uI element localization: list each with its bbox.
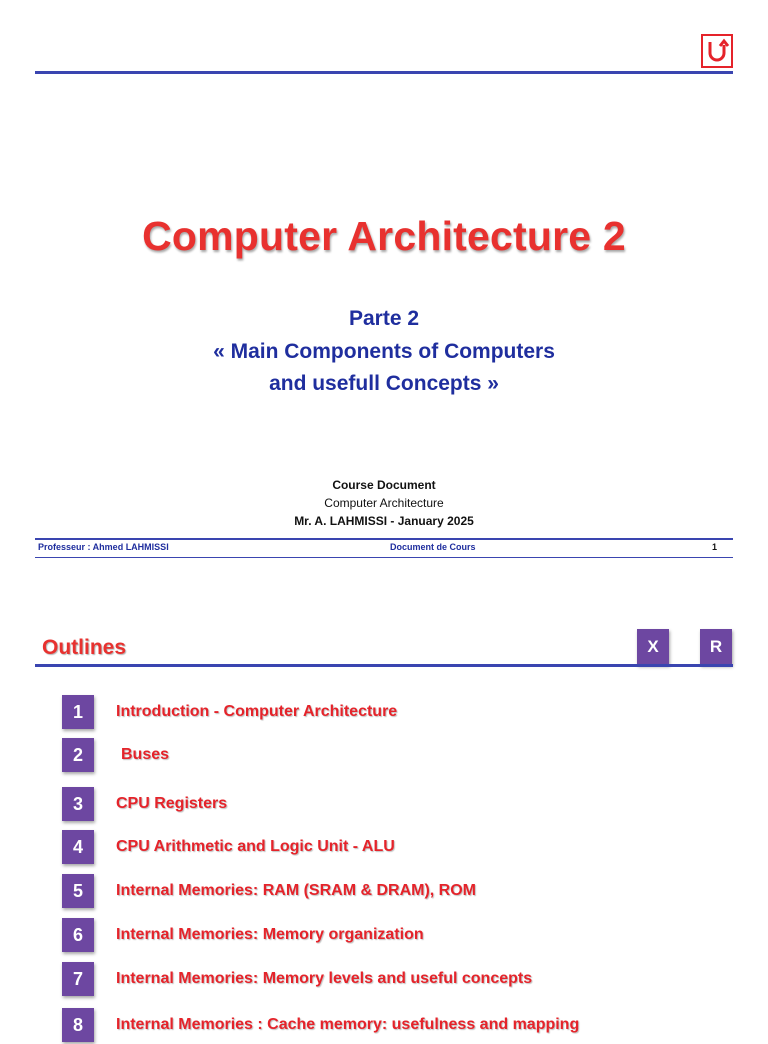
part-label: Parte 2 (348, 307, 420, 330)
outline-item[interactable] (0, 962, 768, 998)
return-button[interactable]: R (700, 629, 732, 665)
outline-item[interactable] (0, 695, 768, 731)
outline-link[interactable]: Internal Memories: RAM (SRAM & DRAM), ROM (116, 882, 477, 899)
item-number-badge: 5 (62, 874, 94, 908)
outline-link[interactable]: Buses (121, 746, 170, 763)
outline-item[interactable] (0, 918, 768, 954)
subtitle-line-2: and usefull Concepts » (269, 372, 499, 395)
close-button[interactable]: X (637, 629, 669, 665)
footer-bottom-rule (35, 557, 733, 558)
doc-type: Course Document (332, 478, 436, 492)
logo-icon (701, 34, 733, 68)
item-number-badge: 2 (62, 738, 94, 772)
outline-item[interactable] (0, 738, 768, 774)
header-rule (35, 71, 733, 74)
slide-title: Computer Architecture 2 (142, 213, 626, 259)
course-name: Computer Architecture (324, 496, 444, 510)
outline-link[interactable]: Internal Memories: Memory organization (116, 926, 424, 943)
item-number-badge: 8 (62, 1008, 94, 1042)
footer-page-number: 1 (712, 542, 718, 552)
outline-item[interactable] (0, 830, 768, 866)
item-number-badge: 3 (62, 787, 94, 821)
item-number-badge: 7 (62, 962, 94, 996)
item-number-badge: 4 (62, 830, 94, 864)
author-date: Mr. A. LAHMISSI - January 2025 (294, 514, 474, 528)
outline-link[interactable]: Internal Memories: Memory levels and useful concepts (116, 970, 533, 987)
outline-link[interactable]: CPU Arithmetic and Logic Unit - ALU (116, 838, 395, 855)
outline-item[interactable] (0, 1008, 768, 1044)
footer-doc-label: Document de Cours (390, 542, 476, 552)
footer-rule (35, 538, 733, 540)
slide-2 (0, 600, 768, 1035)
outlines-title: Outlines (42, 636, 127, 659)
outline-item[interactable] (0, 787, 768, 823)
outlines-rule (35, 664, 733, 667)
outline-link[interactable]: Introduction - Computer Architecture (116, 703, 398, 720)
footer-professor: Professeur : Ahmed LAHMISSI (38, 542, 169, 552)
outline-item[interactable] (0, 874, 768, 910)
outline-link[interactable]: Internal Memories : Cache memory: usefulness and mapping (116, 1016, 580, 1033)
item-number-badge: 6 (62, 918, 94, 952)
outline-link[interactable]: CPU Registers (116, 795, 228, 812)
item-number-badge: 1 (62, 695, 94, 729)
subtitle-line-1: « Main Components of Computers (213, 340, 555, 363)
